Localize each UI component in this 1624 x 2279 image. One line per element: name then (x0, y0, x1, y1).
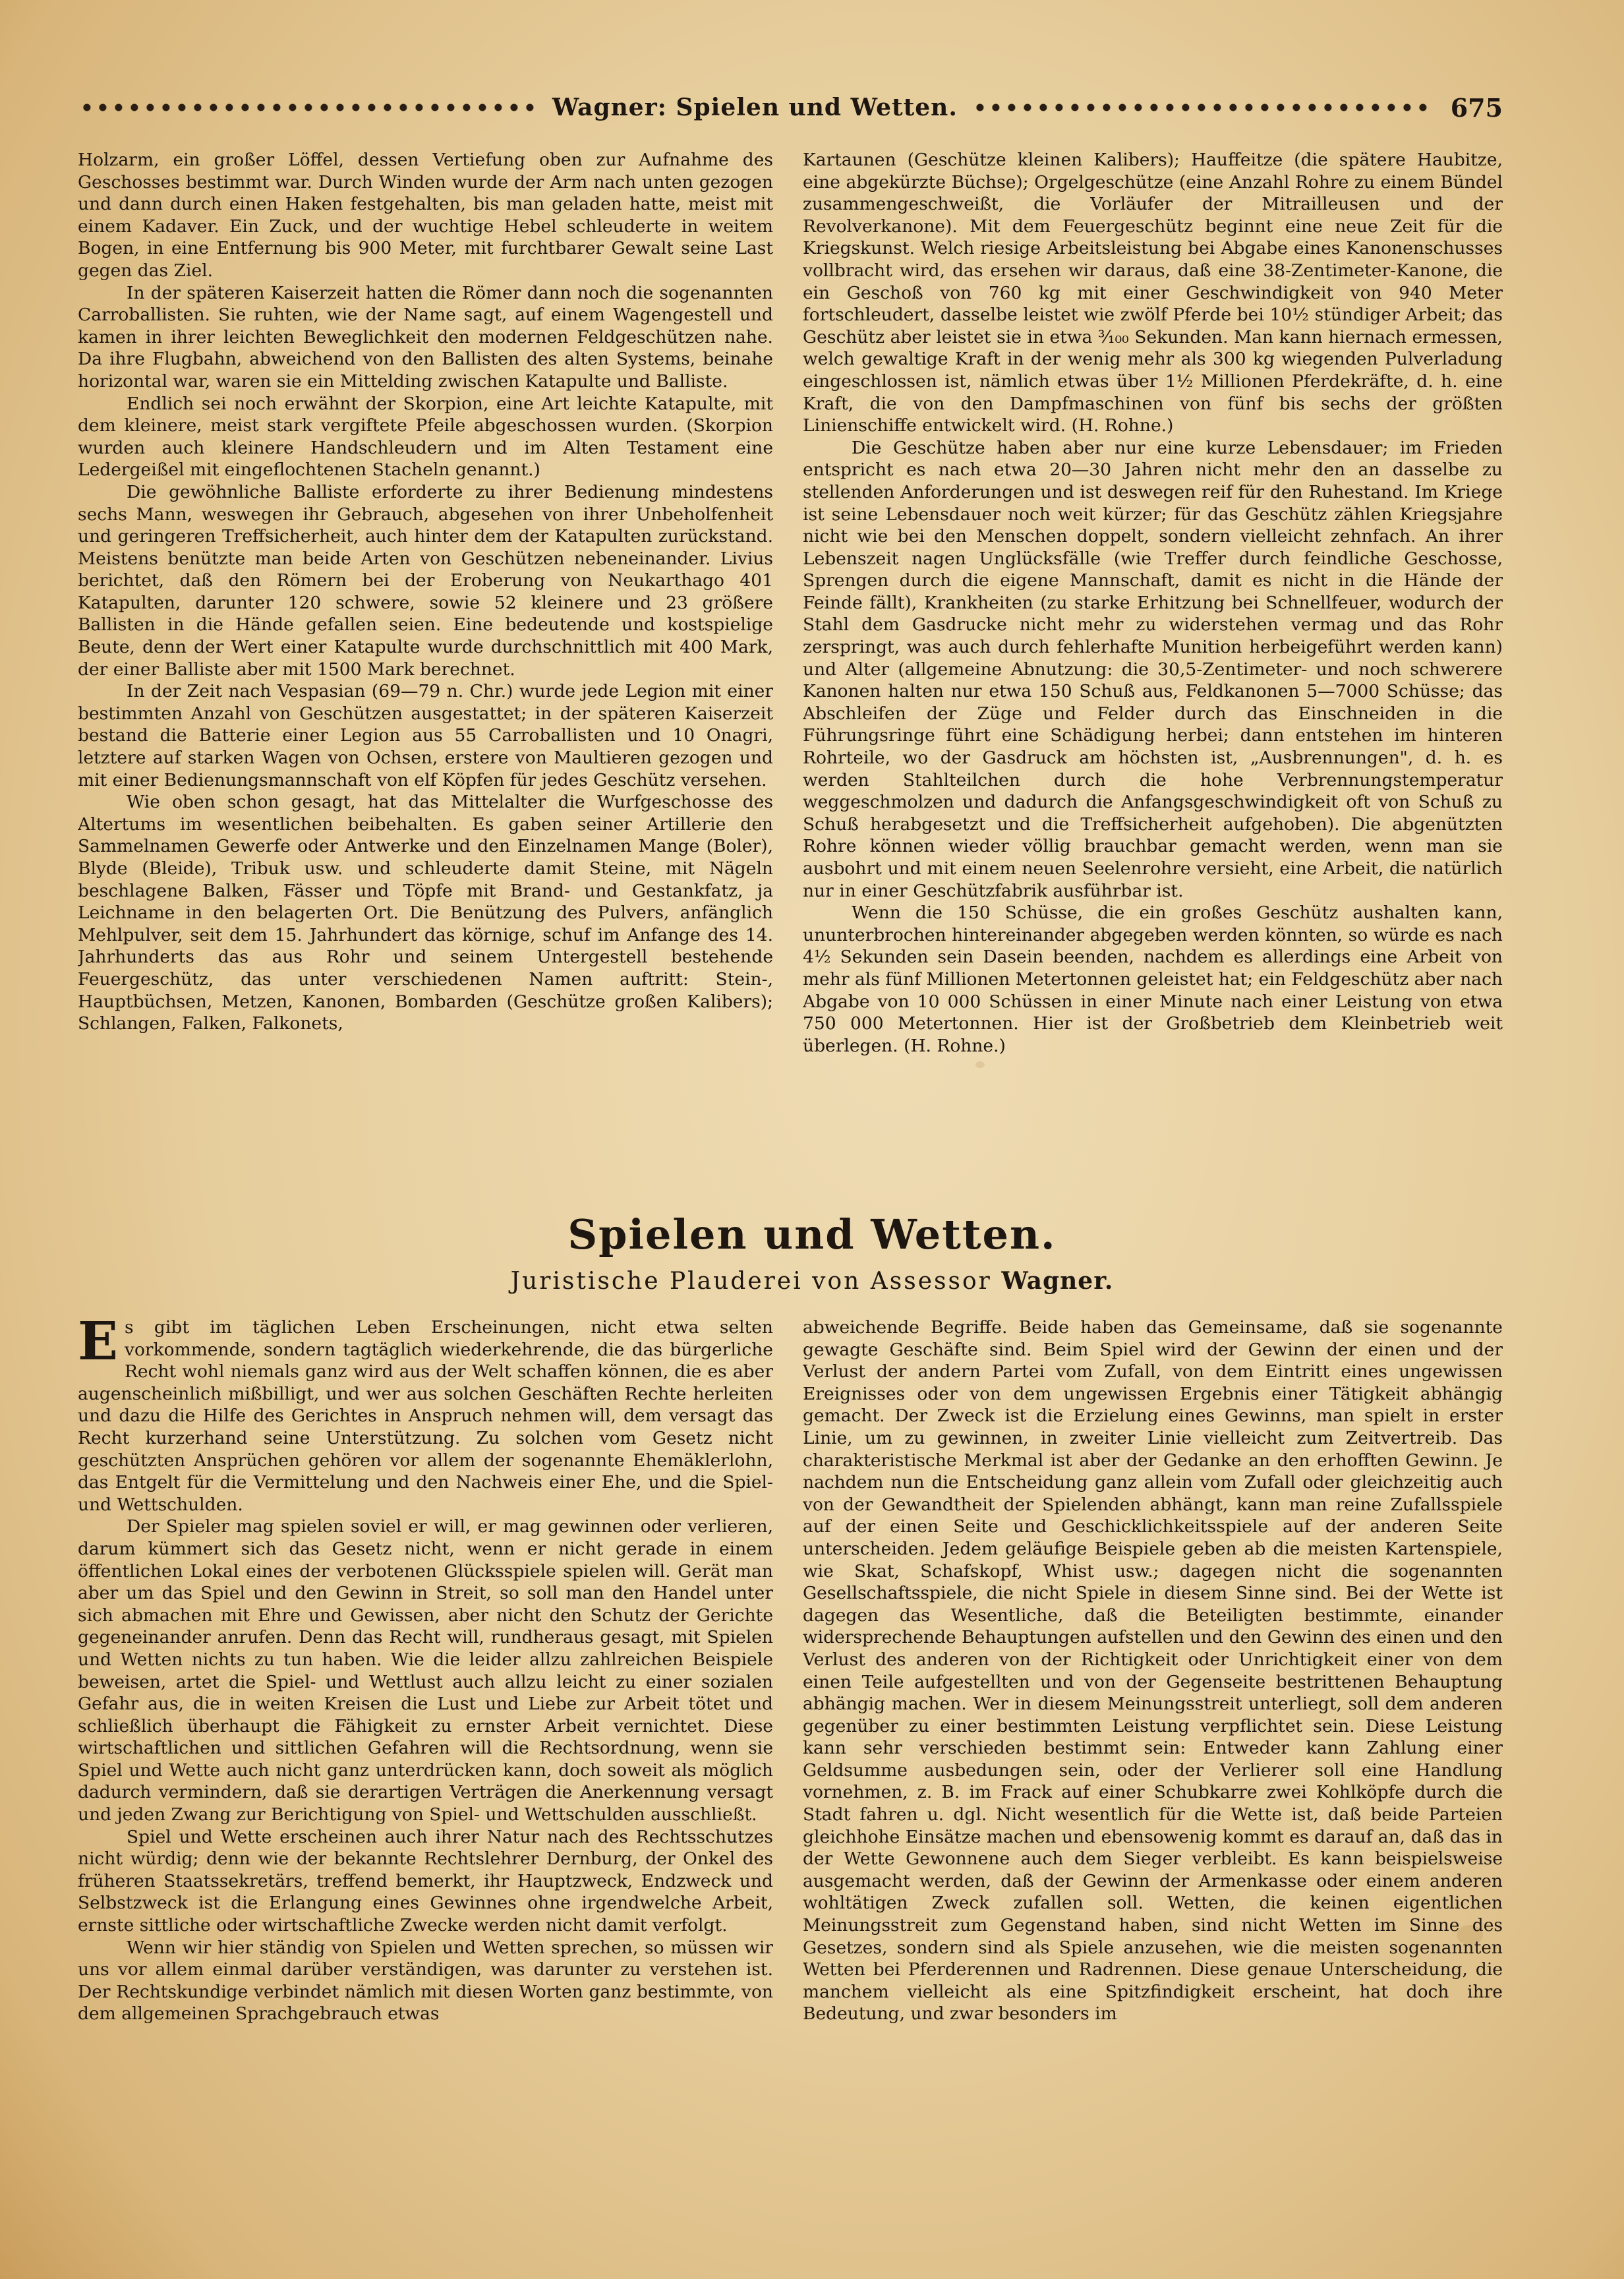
paragraph-text: s gibt im täglichen Leben Erscheinungen, nicht etwa selten vorkommende, sondern tagtäglich wiederkehrende, die das bürgerliche Recht wohl niemals ganz wird aus der Welt schaffen können, die es aber augenscheinlich mißbilligt, und wer aus solchen Geschäften Rechte herleiten und dazu die Hilfe des Gerichtes in Anspruch nehmen will, dem versagt das Recht kurzerhand seine Unterstützung. Zu solchen vom Gesetz nicht geschützten Ansprüchen gehören vor allem der sogenannte Ehemäklerlohn, das Entgelt für die Vermittelung und den Nachweis einer Ehe, und die Spiel- und Wettschulden. (78, 1317, 773, 1515)
drop-cap: E (78, 1317, 118, 1372)
paragraph: Spiel und Wette erscheinen auch ihrer Natur nach des Rechtsschutzes nicht würdig; denn wie der bekannte Rechtslehrer Dernburg, der Onkel des früheren Staatssekretärs, treffend bemerkt, ihr Hauptzweck, Endzweck und Selbstzweck ist die Erlangung eines Gewinnes ohne irgendwelche Arbeit, ernste sittliche oder wirtschaftliche Zwecke werden nicht damit verfolgt. (78, 1826, 773, 1936)
article-right-column (803, 1317, 1503, 2239)
article-left-column (78, 1317, 773, 2239)
subtitle-text: Juristische Plauderei von Assessor (510, 1268, 1002, 1295)
author-name: Wagner. (1001, 1267, 1114, 1295)
article-title: Spielen und Wetten. (567, 1210, 1057, 1258)
running-title: Wagner: Spielen und Wetten. (552, 94, 958, 121)
paragraph: Die Geschütze haben aber nur eine kurze Lebensdauer; im Frieden entspricht es nach etwa 20—30 Jahren nicht mehr den an dasselbe zu stellenden Anforderungen und ist deswegen reif für den Ruhestand. Im Kriege ist seine Lebensdauer noch weit kürzer; für das Geschütz zählen Kriegsjahre nicht wie bei den Menschen doppelt, sondern vielleicht zehnfach. An ihrer Lebenszeit nagen Unglücksfälle (wie Treffer durch feindliche Geschosse, Sprengen durch die eigene Mannschaft, damit es nicht in die Hände der Feinde fällt), Krankheiten (zu starke Erhitzung bei Schnellfeuer, wodurch der Stahl dem Gasdrucke nicht mehr zu widerstehen vermag und das Rohr zerspringt, was auch durch fehlerhafte Munition herbeigeführt werden kann) und Alter (allgemeine Abnutzung: die 30,5-Zentimeter- und noch schwerere Kanonen halten nur etwa 150 Schuß aus, Feldkanonen 5—7000 Schüsse; das Abschleifen der Züge und Felder durch das Einschneiden in die Führungsringe führt eine Schädigung herbei; dann entstehen im hinteren Rohrteile, wo der Gasdruck am höchsten ist, „Ausbrennungen", d. h. es werden Stahlteilchen durch die hohe Verbrennungstemperatur weggeschmolzen und dadurch die Anfangsgeschwindigkeit oft von Schuß zu Schuß herabgesetzt und die Treffsicherheit aufgehoben). Die abgenützten Rohre können wieder völlig brauchbar gemacht werden, wenn man sie ausbohrt und mit einem neuen Seelenrohre versieht, eine Arbeit, die natürlich nur in einer Geschützfabrik ausführbar ist. (803, 437, 1503, 901)
paragraph: Wenn die 150 Schüsse, die ein großes Geschütz aushalten kann, ununterbrochen hintereinander abgegeben werden könnten, so würde es nach 4½ Sekunden sein Dasein beenden, nachdem es allerdings eine Arbeit von mehr als fünf Millionen Metertonnen geleistet hat; ein Feldgeschütz aber nach Abgabe von 10 000 Schüssen in einer Minute nach einer Leistung von etwa 750 000 Metertonnen. Hier ist der Großbetrieb dem Kleinbetrieb weit überlegen. (H. Rohne.) (803, 903, 1503, 1056)
article-subtitle (0, 1267, 1624, 1295)
header-ornament-right (972, 100, 1431, 115)
previous-article-left-column (78, 149, 773, 1204)
paragraph: abweichende Begriffe. Beide haben das Gemeinsame, daß sie sogenannte gewagte Geschäfte sind. Beim Spiel wird der Gewinn der einen und der Verlust der andern Partei vom Zufall, von dem Eintritt eines ungewissen Ereignisses oder von dem ungewissen Ergebnis einer Tätigkeit abhängig gemacht. Der Zweck ist die Erzielung eines Gewinns, man spielt in erster Linie, um zu gewinnen, in zweiter Linie vielleicht zum Zeitvertreib. Das charakteristische Merkmal ist aber der Gedanke an den erhofften Gewinn. Je nachdem nun die Entscheidung ganz allein vom Zufall oder gleichzeitig auch von der Gewandtheit der Spielenden abhängt, kann man reine Zufallsspiele auf der einen Seite und Geschicklichkeitsspiele auf der anderen Seite unterscheiden. Jedem geläufige Beispiele geben ab die meisten Kartenspiele, wie Skat, Schafskopf, Whist usw.; dagegen nicht die sogenannten Gesellschaftsspiele, die nicht Spiele in diesem Sinne sind. Bei der Wette ist dagegen das Wesentliche, daß die Beteiligten bestimmte, einander widersprechende Behauptungen aufstellen und den Gewinn des einen und den Verlust des anderen von der Richtigkeit oder Unrichtigkeit einer von dem einen Teile aufgestellten und von der Gegenseite bestrittenen Behauptung abhängig machen. Wer in diesem Meinungsstreit unterliegt, soll dem anderen gegenüber zu einer bestimmten Leistung verpflichtet sein. Diese Leistung kann sehr verschieden bestimmt sein: Entweder kann Zahlung einer Geldsumme ausbedungen sein, oder der Verlierer soll eine Handlung vornehmen, z. B. im Frack auf einer Schubkarre zwei Kohlköpfe durch die Stadt fahren u. dgl. Nicht wesentlich für die Wette ist, daß beide Parteien gleichhohe Einsätze machen und ebensowenig kommt es darauf an, daß das in der Wette Gewonnene auch dem Sieger verbleibt. Es kann beispielsweise ausgemacht werden, daß der Gewinn der Armenkasse oder einem anderen wohltätigen Zweck zufallen soll. Wetten, die keinen eigentlichen Meinungsstreit zum Gegenstand haben, sind nicht Wetten im Sinne des Gesetzes, sondern sind als Spiele anzusehen, wie die meisten sogenannten Wetten bei Pferderennen und Radrennen. Diese genaue Unterscheidung, die manchem vielleicht als eine Spitzfindigkeit erscheint, hat doch ihre Bedeutung, und zwar besonders im (803, 1317, 1503, 2025)
paragraph: Kartaunen (Geschütze kleinen Kalibers); Hauffeitze (die spätere Haubitze, eine abgekürzte Büchse); Orgelgeschütze (eine Anzahl Rohre zu einem Bündel zusammengeschweißt, die Vorläufer der Mitrailleusen und der Revolverkanone). Mit dem Feuergeschütz beginnt eine neue Zeit für die Kriegskunst. Welch riesige Arbeitsleistung bei Abgabe eines Kanonenschusses vollbracht wird, das ersehen wir daraus, daß eine 38-Zentimeter-Kanone, die ein Geschoß von 760 kg mit einer Geschwindigkeit von 940 Meter fortschleudert, dasselbe leistet wie zwölf Pferde bei 10½ stündiger Arbeit; das Geschütz aber leistet sie in etwa ³⁄₁₀₀ Sekunden. Man kann hiernach ermessen, welch gewaltige Kraft in der wenig mehr als 300 kg wiegenden Pulverladung eingeschlossen ist, nämlich etwas über 1½ Millionen Pferdekräfte, d. h. eine Kraft, die von den Dampfmaschinen von fünf bis sechs der größten Linienschiffe entwickelt wird. (H. Rohne.) (803, 150, 1503, 436)
paragraph: In der Zeit nach Vespasian (69—79 n. Chr.) wurde jede Legion mit einer bestimmten Anzahl von Geschützen ausgestattet; in der späteren Kaiserzeit bestand die Batterie einer Legion aus 55 Carroballisten und 10 Onagri, letztere auf starken Wagen von Ochsen, erstere von Maultieren gezogen und mit einer Bedienungsmannschaft von elf Köpfen für jedes Geschütz versehen. (78, 681, 773, 790)
paragraph: Der Spieler mag spielen soviel er will, er mag gewinnen oder verlieren, darum kümmert sich das Gesetz nicht, wenn er nicht gerade in einem öffentlichen Lokal eines der verbotenen Glücksspiele spielen will. Gerät man aber um das Spiel und den Gewinn in Streit, so soll man den Handel unter sich abmachen mit Ehre und Gewissen, aber nicht den Schutz der Gerichte gegeneinander anrufen. Denn das Recht will, rundheraus gesagt, mit Spielen und Wetten nichts zu tun haben. Wie die leider allzu zahlreichen Beispiele beweisen, artet die Spiel- und Wettlust auch allzu leicht zu einer sozialen Gefahr aus, die in weiten Kreisen die Lust und Liebe zur Arbeit tötet und schließlich überhaupt die Fähigkeit zu ernster Arbeit vernichtet. Diese wirtschaftlichen und sittlichen Gefahren will die Rechtsordnung, wenn sie Spiel und Wette auch nicht ganz unterdrücken kann, doch soweit als möglich dadurch vermindern, daß sie derartigen Verträgen die Anerkennung versagt und jeden Zwang zur Berichtigung von Spiel- und Wettschulden ausschließt. (78, 1516, 773, 1825)
opening-paragraph (78, 1317, 773, 1516)
paragraph: Die gewöhnliche Balliste erforderte zu ihrer Bedienung mindestens sechs Mann, weswegen ihr Gebrauch, abgesehen von ihrer Unbeholfenheit und geringeren Treffsicherheit, auch hinter dem der Katapulten zurückstand. Meistens benützte man beide Arten von Geschützen nebeneinander. Livius berichtet, daß den Römern bei der Eroberung von Neukarthago 401 Katapulten, darunter 120 schwere, sowie 52 kleinere und 23 größere Ballisten in die Hände gefallen seien. Eine bedeutende und kostspielige Beute, denn der Wert einer Katapulte wurde durchschnittlich mit 400 Mark, der einer Balliste aber mit 1500 Mark berechnet. (78, 481, 773, 680)
page-number: 675 (1450, 92, 1503, 123)
running-header (79, 84, 1503, 131)
paragraph: Holzarm, ein großer Löffel, dessen Vertiefung oben zur Aufnahme des Geschosses bestimmt war. Durch Winden wurde der Arm nach unten gezogen und dann durch einen Haken festgehalten, bis man geladen hatte, meist mit einem Kadaver. Ein Zuck, und der wuchtige Hebel schleuderte in weitem Bogen, in eine Entfernung bis 900 Meter, mit furchtbarer Gewalt seine Last gegen das Ziel. (78, 150, 773, 281)
header-ornament-left (79, 100, 538, 115)
paragraph: Endlich sei noch erwähnt der Skorpion, eine Art leichte Katapulte, mit dem kleinere, meist stark vergiftete Pfeile abgeschossen wurden. (Skorpion wurden auch kleinere Handschleudern und im Alten Testament eine Ledergeißel mit eingeflochtenen Stacheln genannt.) (78, 393, 773, 481)
paragraph: Wie oben schon gesagt, hat das Mittelalter die Wurfgeschosse des Altertums im wesentlichen beibehalten. Es gaben seiner Artillerie den Sammelnamen Gewerfe oder Antwerke und den Einzelnamen Mange (Boler), Blyde (Bleide), Tribuk usw. und schleuderte damit Steine, mit Nägeln beschlagene Balken, Fässer und Töpfe mit Brand- und Gestankfatz, ja Leichname in den belagerten Ort. Die Benützung des Pulvers, anfänglich Mehlpulver, seit dem 15. Jahrhundert das körnige, schuf im Anfange des 14. Jahrhunderts das aus Rohr und seinem Untergestell bestehende Feuergeschütz, das unter verschiedenen Namen auftritt: Stein-, Hauptbüchsen, Metzen, Kanonen, Bombarden (Geschütze großen Kalibers); Schlangen, Falken, Falkonets, (78, 792, 773, 1034)
paragraph: In der späteren Kaiserzeit hatten die Römer dann noch die sogenannten Carroballisten. Sie ruhten, wie der Name sagt, auf einem Wagengestell und kamen in ihrer leichten Beweglichkeit den modernen Feldgeschützen nahe. Da ihre Flugbahn, abweichend von den Ballisten des alten Systems, beinahe horizontal war, waren sie ein Mittelding zwischen Katapulte und Balliste. (78, 282, 773, 392)
previous-article-right-column (803, 149, 1503, 1204)
paragraph: Wenn wir hier ständig von Spielen und Wetten sprechen, so müssen wir uns vor allem einmal darüber verständigen, was darunter zu verstehen ist. Der Rechtskundige verbindet nämlich mit diesen Worten ganz bestimmte, von dem allgemeinen Sprachgebrauch etwas (78, 1937, 773, 2025)
